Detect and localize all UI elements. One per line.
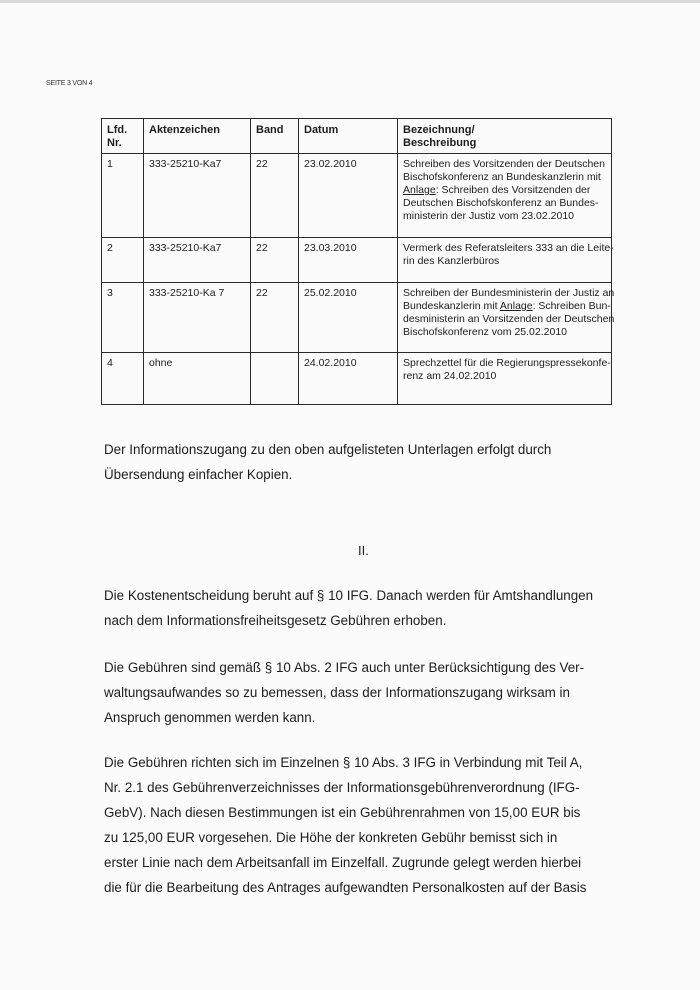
paragraph-cost-decision: Die Kostenentscheidung beruht auf § 10 IFG. Danach werden für Amtshandlungen nach dem Informationsfreiheitsgesetz Gebühren erhoben. <box>104 588 594 628</box>
cell-description: Schreiben der Bundesministerin der Justiz an Bundeskanzlerin mit Anlage: Schreiben Bun- desministerin an Vorsitzenden der Deutschen Bischofskonferenz vom 25.02.2010 <box>398 283 612 353</box>
cell-datum: 23.02.2010 <box>299 154 398 238</box>
table-row <box>102 154 612 238</box>
header-band: Band <box>251 119 299 154</box>
documents-table <box>101 118 615 405</box>
table-row <box>102 238 612 283</box>
section-heading: II. <box>358 543 369 558</box>
anlage-link-text: Anlage <box>403 184 436 196</box>
cell-nr: 2 <box>102 238 144 283</box>
anlage-link-text: Anlage <box>499 300 533 312</box>
paragraph-information-access: Der Informationszugang zu den oben aufgelisteten Unterlagen erfolgt durch Übersendung einfacher Kopien. <box>104 442 552 482</box>
cell-aktenzeichen: 333-25210-Ka7 <box>144 238 251 283</box>
page-label: SEITE 3 VON 4 <box>46 80 93 87</box>
cell-datum: 24.02.2010 <box>299 353 398 405</box>
header-aktenzeichen: Aktenzeichen <box>144 119 251 154</box>
cell-band <box>251 353 299 405</box>
cell-band: 22 <box>251 283 299 353</box>
cell-description: Schreiben des Vorsitzenden der Deutschen Bischofskonferenz an Bundeskanzlerin mit Anlage: Schreiben des Vorsitzenden der Deutschen Bischofskonferenz an Bundes- ministerin der Justiz vom 23.02.2010 <box>398 154 612 238</box>
cell-description: Vermerk des Referatsleiters 333 an die Leite- rin des Kanzlerbüros <box>398 238 612 283</box>
paragraph-fee-details: Die Gebühren richten sich im Einzelnen § 10 Abs. 3 IFG in Verbindung mit Teil A, Nr. 2.1 des Gebührenverzeichnisses der Informationsgebührenverordnung (IFG- GebV). Nach diesen Bestimmungen ist ein Gebührenrahmen von 15,00 EUR bis zu 125,00 EUR vorgesehen. Die Höhe der konkreten Gebühr bemisst sich in erster Linie nach dem Arbeitsanfall im Einzelfall. Zugrunde gelegt werden hierbei die für die Bearbeitung des Antrages aufgewandten Personalkosten auf der Basis <box>104 755 587 895</box>
cell-nr: 4 <box>102 353 144 405</box>
cell-description: Sprechzettel für die Regierungspressekonfe- renz am 24.02.2010 <box>398 353 612 405</box>
cell-nr: 3 <box>102 283 144 353</box>
cell-datum: 25.02.2010 <box>299 283 398 353</box>
cell-aktenzeichen: 333-25210-Ka7 <box>144 154 251 238</box>
cell-datum: 23.03.2010 <box>299 238 398 283</box>
table-row <box>102 353 612 405</box>
cell-band: 22 <box>251 154 299 238</box>
scan-edge <box>0 0 700 3</box>
table-header-row <box>102 119 612 154</box>
paragraph-fee-assessment: Die Gebühren sind gemäß § 10 Abs. 2 IFG auch unter Berücksichtigung des Ver- waltungsaufwandes so zu bemessen, dass der Informationszugang wirksam in Anspruch genommen werden kann. <box>104 660 585 725</box>
cell-band: 22 <box>251 238 299 283</box>
cell-aktenzeichen: 333-25210-Ka 7 <box>144 283 251 353</box>
header-datum: Datum <box>299 119 398 154</box>
cell-nr: 1 <box>102 154 144 238</box>
cell-aktenzeichen: ohne <box>144 353 251 405</box>
header-nr: Lfd. Nr. <box>102 119 144 154</box>
header-bezeichnung: Bezeichnung/ Beschreibung <box>398 119 612 154</box>
table-row <box>102 283 612 353</box>
